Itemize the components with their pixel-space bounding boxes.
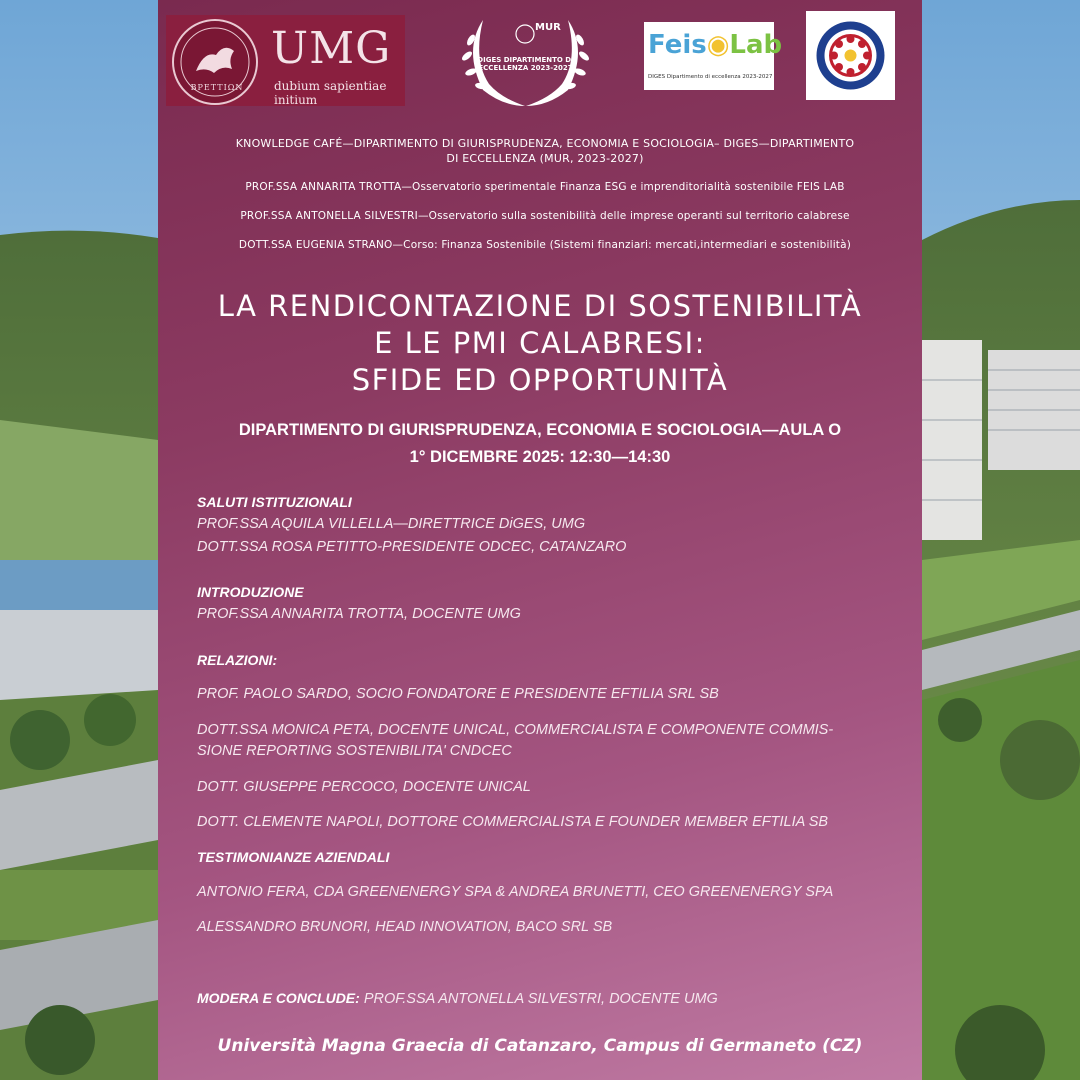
section-heading-saluti: SALUTI ISTITUZIONALI xyxy=(197,494,352,510)
moderator-line xyxy=(197,988,907,1010)
moderator-name: PROF.SSA ANTONELLA SILVESTRI, DOCENTE UMG xyxy=(363,991,718,1007)
umg-logo-name: UMG xyxy=(271,23,392,74)
event-title-line3: SFIDE ED OPPORTUNITÀ xyxy=(351,363,729,397)
feis-lab-wordmark: Feis◉Lab xyxy=(648,30,783,60)
header-strano-line: DOTT.SSA EUGENIA STRANO—Corso: Finanza Sostenibile (Sistemi finanziari: mercati,intermediari e sostenibilità) xyxy=(238,239,852,251)
header-silvestri-line: PROF.SSA ANTONELLA SILVESTRI—Osservatorio sulla sostenibilità delle imprese operanti sul territorio calabrese xyxy=(240,210,850,222)
header-trotta-line: PROF.SSA ANNARITA TROTTA—Osservatorio sperimentale Finanza ESG e imprenditorialità sostenibile FEIS LAB xyxy=(245,181,845,193)
event-title xyxy=(158,288,922,399)
program-item: DOTT. GIUSEPPE PERCOCO, DOCENTE UNICAL xyxy=(197,779,531,795)
program-item: PROF. PAOLO SARDO, SOCIO FONDATORE E PRESIDENTE EFTILIA SRL SB xyxy=(197,686,719,702)
program-item: DOTT.SSA ROSA PETITTO-PRESIDENTE ODCEC, CATANZARO xyxy=(197,539,627,555)
umg-logo xyxy=(166,15,405,106)
lightbulb-icon: ◉ xyxy=(706,30,730,60)
section-heading-relazioni: RELAZIONI: xyxy=(197,652,278,668)
mur-diges-logo xyxy=(443,10,608,110)
program-item: ANTONIO FERA, CDA GREENENERGY SPA & ANDREA BRUNETTI, CEO GREENENERGY SPA xyxy=(197,884,834,900)
umg-logo-motto: dubium sapientiae initium xyxy=(274,79,387,107)
program-item: DOTT. CLEMENTE NAPOLI, DOTTORE COMMERCIALISTA E FOUNDER MEMBER EFTILIA SB xyxy=(197,814,829,830)
footer-location: Università Magna Graecia di Catanzaro, Campus di Germaneto (CZ) xyxy=(217,1036,863,1056)
odcec-catanzaro-logo xyxy=(806,11,895,100)
program-item: PROF.SSA ANNARITA TROTTA, DOCENTE UMG xyxy=(197,606,521,622)
program-item: DOTT.SSA MONICA PETA, DOCENTE UNICAL, COMMERCIALISTA E COMPONENTE COMMIS- xyxy=(197,722,834,738)
header-knowledge-cafe-line2: DI ECCELLENZA (MUR, 2023-2027) xyxy=(446,152,644,165)
umg-seal-icon: BPETTIΩN xyxy=(172,19,258,105)
event-poster-panel xyxy=(158,0,922,1080)
program-item: ALESSANDRO BRUNORI, HEAD INNOVATION, BACO SRL SB xyxy=(197,919,613,935)
event-title-line1: LA RENDICONTAZIONE DI SOSTENIBILITÀ xyxy=(217,289,863,323)
venue-place: DIPARTIMENTO DI GIURISPRUDENZA, ECONOMIA E SOCIOLOGIA—AULA O xyxy=(238,421,842,439)
mur-label: MUR xyxy=(535,22,561,33)
section-heading-testimonianze: TESTIMONIANZE AZIENDALI xyxy=(197,849,390,865)
section-heading-introduzione: INTRODUZIONE xyxy=(197,584,304,600)
header-knowledge-cafe-line1: KNOWLEDGE CAFÉ—DIPARTIMENTO DI GIURISPRUDENZA, ECONOMIA E SOCIOLOGIA– DIGES—DIPARTIMENTO xyxy=(235,137,855,150)
section-heading-modera: MODERA E CONCLUDE: xyxy=(197,990,360,1006)
feis-lab-logo xyxy=(644,22,783,90)
program-item: PROF.SSA AQUILA VILLELLA—DIRETTRICE DiGES, UMG xyxy=(197,516,586,532)
mur-excellence-text: DIGES DIPARTIMENTO DI ECCELLENZA 2023-2027 xyxy=(477,56,574,72)
program-item: SIONE REPORTING SOSTENIBILITA' CNDCEC xyxy=(197,743,512,759)
odcec-seal-icon xyxy=(806,11,895,100)
venue-date: 1° DICEMBRE 2025: 12:30—14:30 xyxy=(409,448,671,466)
feis-lab-subtitle: DIGES Dipartimento di eccellenza 2023-2027 xyxy=(648,74,773,80)
event-title-line2: E LE PMI CALABRESI: xyxy=(374,326,706,360)
